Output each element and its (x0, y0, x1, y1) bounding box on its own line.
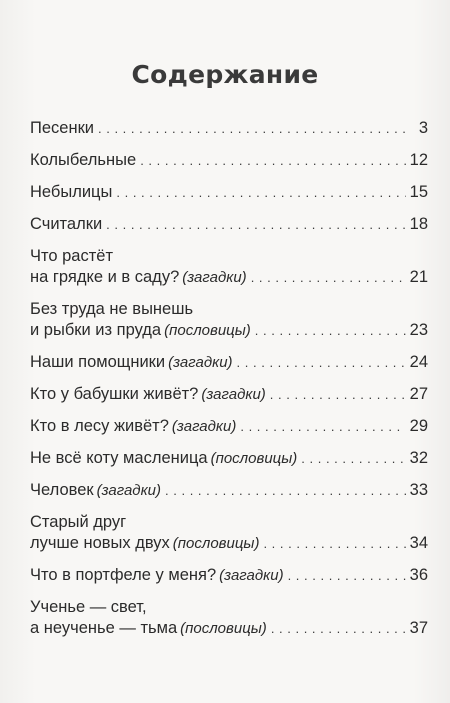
toc-page-number: 34 (409, 534, 428, 552)
toc-entry-row (30, 150, 428, 171)
toc-entry-title-line-1: Старый друг (30, 513, 127, 531)
toc-entry (30, 480, 428, 501)
toc-entry-title: Что в портфеле у меня? (30, 566, 217, 584)
toc-entry-title: Небылицы (30, 183, 113, 201)
toc-entry-genre: (пословицы) (180, 620, 267, 637)
toc-entry-title: лучше новых двух (30, 534, 170, 552)
dot-leader (106, 214, 405, 235)
toc-entry (30, 384, 428, 405)
toc-entry-title: Не всё коту масленица (30, 449, 208, 467)
toc-page-number: 21 (409, 268, 428, 286)
dot-leader (116, 182, 405, 203)
toc-entry (30, 416, 428, 437)
toc-entry-title-line-1: Ученье — свет, (30, 598, 147, 616)
dot-leader (98, 118, 408, 139)
toc-entry (30, 597, 428, 639)
toc-entry (30, 352, 428, 373)
toc-entry-row (30, 182, 428, 203)
dot-leader (251, 267, 406, 288)
toc-entry-row (30, 118, 428, 139)
toc-entry-genre: (загадки) (168, 354, 233, 371)
toc-entry (30, 448, 428, 469)
dot-leader (165, 480, 406, 501)
toc-entry-row (30, 267, 428, 288)
dot-leader (288, 565, 406, 586)
toc-page-number: 24 (409, 353, 428, 371)
toc-entry-genre: (загадки) (219, 567, 284, 584)
toc-entry-row (30, 565, 428, 586)
toc-entry-title: а неученье — тьма (30, 619, 178, 637)
table-of-contents (30, 118, 428, 650)
toc-entry-genre: (пословицы) (172, 535, 260, 552)
toc-page-number: 29 (409, 417, 428, 435)
toc-entry-row (30, 352, 428, 373)
dot-leader (301, 448, 405, 469)
toc-entry-title: Наши помощники (30, 353, 166, 371)
toc-entry (30, 214, 428, 235)
toc-page-number: 18 (409, 215, 428, 233)
dot-leader (237, 352, 406, 373)
toc-entry-row (30, 416, 428, 437)
page-title: Содержание (131, 60, 319, 89)
toc-page-number: 23 (409, 321, 428, 339)
toc-entry-title: Колыбельные (30, 151, 137, 169)
toc-entry-genre: (пословицы) (210, 450, 298, 467)
toc-entry-row (30, 480, 428, 501)
dot-leader (255, 320, 406, 341)
toc-entry-title: Человек (30, 481, 94, 499)
toc-entry-title-line-1: Что растёт (30, 247, 114, 265)
toc-entry (30, 299, 428, 341)
toc-entry-title: Кто у бабушки живёт? (30, 385, 199, 403)
toc-entry-genre: (загадки) (201, 386, 266, 403)
toc-entry-row (30, 448, 428, 469)
toc-entry (30, 512, 428, 554)
toc-entry-title: на грядке и в саду? (30, 268, 180, 286)
dot-leader (263, 533, 405, 554)
toc-entry-title: Кто в лесу живёт? (30, 417, 169, 435)
toc-entry (30, 150, 428, 171)
toc-page-number: 33 (409, 481, 428, 499)
toc-entry-title: и рыбки из пруда (30, 321, 162, 339)
toc-entry (30, 565, 428, 586)
dot-leader (140, 150, 405, 171)
toc-page-number: 36 (409, 566, 428, 584)
toc-entry-genre: (загадки) (182, 269, 247, 286)
toc-page-number: 27 (409, 385, 428, 403)
toc-entry-title-line-1: Без труда не вынешь (30, 300, 194, 318)
toc-entry (30, 182, 428, 203)
dot-leader (240, 416, 405, 437)
toc-page-number: 3 (418, 119, 428, 137)
toc-entry-genre: (загадки) (96, 482, 162, 499)
toc-page-number: 37 (409, 619, 428, 637)
toc-entry (30, 246, 428, 288)
dot-leader (270, 384, 406, 405)
toc-entry-title: Песенки (30, 119, 95, 137)
toc-entry-genre: (загадки) (171, 418, 237, 435)
toc-entry-genre: (пословицы) (164, 322, 251, 339)
dot-leader (271, 618, 406, 639)
toc-page-number: 15 (409, 183, 428, 201)
toc-entry-row (30, 618, 428, 639)
toc-entry-row (30, 320, 428, 341)
toc-entry (30, 118, 428, 139)
toc-page-number: 12 (409, 151, 428, 169)
toc-entry-row (30, 384, 428, 405)
toc-entry-title: Считалки (30, 215, 103, 233)
toc-page-number: 32 (409, 449, 428, 467)
toc-entry-row (30, 214, 428, 235)
toc-entry-row (30, 533, 428, 554)
